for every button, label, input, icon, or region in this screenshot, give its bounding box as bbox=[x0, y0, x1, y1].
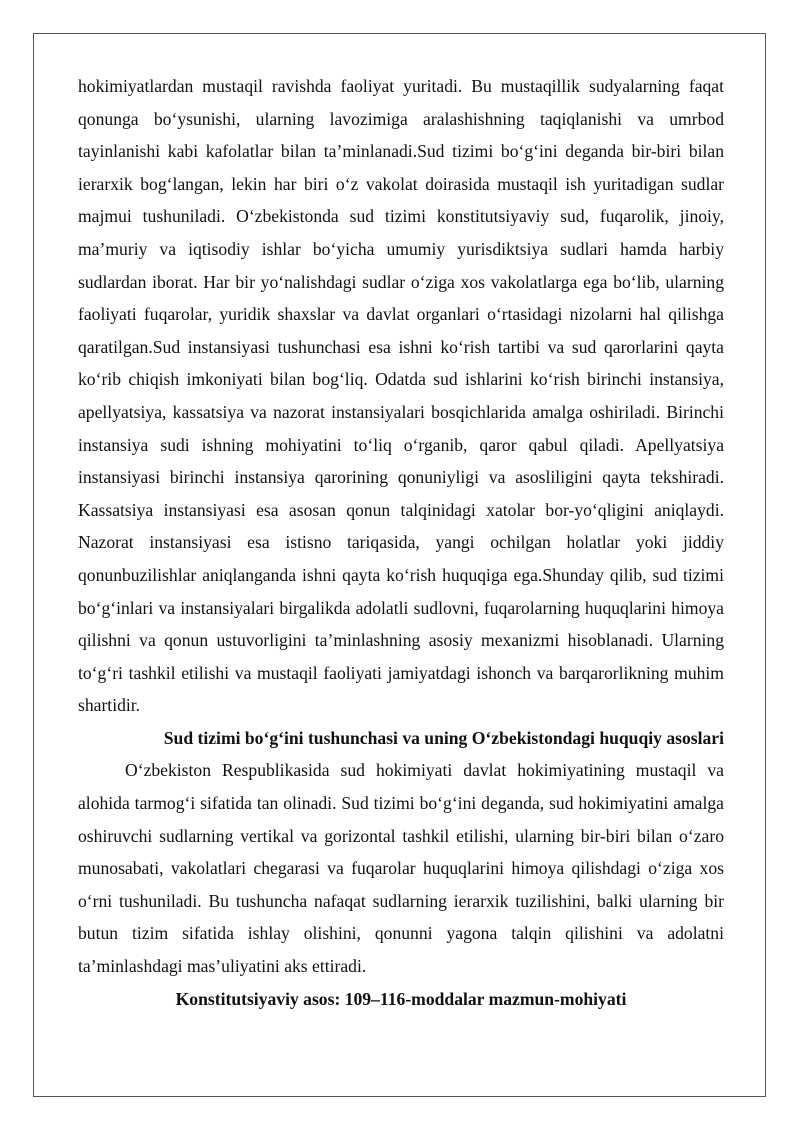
section-heading: Sud tizimi bo‘g‘ini tushunchasi va uning O‘zbekistondagi huquqiy asoslari bbox=[163, 727, 724, 748]
document-body bbox=[78, 70, 724, 1015]
section-heading: Konstitutsiyaviy asos: 109–116-moddalar mazmun-mohiyati bbox=[175, 988, 627, 1009]
body-paragraph: hokimiyatlardan mustaqil ravishda faoliyat yuritadi. Bu mustaqillik sudyalarning faqat qonunga bo‘ysunishi, ularning lavozimiga aralashishning taqiqlanishi va umrbod tayinlanishi kabi kafolatlar bilan ta’minlanadi.Sud tizimi bo‘g‘ini deganda bir-biri bilan ierarxik bog‘langan, lekin har biri o‘z vakolat doirasida mustaqil ish yuritadigan sudlar majmui tushuniladi. O‘zbekistonda sud tizimi konstitutsiyaviy sud, fuqarolik, jinoiy, ma’muriy va iqtisodiy ishlar bo‘yicha umumiy yurisdiktsiya sudlari hamda harbiy sudlardan iborat. Har bir yo‘nalishdagi sudlar o‘ziga xos vakolatlarga ega bo‘lib, ularning faoliyati fuqarolar, yuridik shaxslar va davlat organlari o‘rtasidagi nizolarni hal qilishga qaratilgan.Sud instansiyasi tushunchasi esa ishni ko‘rish tartibi va sud qarorlarini qayta ko‘rib chiqish imkoniyati bilan bog‘liq. Odatda sud ishlarini ko‘rish birinchi instansiya, apellyatsiya, kassatsiya va nazorat instansiyalari bosqichlarida amalga oshiriladi. Birinchi instansiya sudi ishning mohiyatini to‘liq o‘rganib, qaror qabul qiladi. Apellyatsiya instansiyasi birinchi instansiya qarorining qonuniyligi va asosliligini qayta tekshiradi. Kassatsiya instansiyasi esa asosan qonun talqinidagi xatolar bor-yo‘qligini aniqlaydi. Nazorat instansiyasi esa istisno tariqasida, yangi ochilgan holatlar yoki jiddiy qonunbuzilishlar aniqlanganda ishni qayta ko‘rish huquqiga ega.Shunday qilib, sud tizimi bo‘g‘inlari va instansiyalari birgalikda adolatli sudlovni, fuqarolarning huquqlarini himoya qilishni va qonun ustuvorligini ta’minlashning asosiy mexanizmi hisoblanadi. Ularning to‘g‘ri tashkil etilishi va mustaqil faoliyati jamiyatdagi ishonch va barqarorlikning muhim shartidir. bbox=[78, 76, 724, 716]
body-paragraph: O‘zbekiston Respublikasida sud hokimiyati davlat hokimiyatining mustaqil va alohida tarmog‘i sifatida tan olinadi. Sud tizimi bo‘g‘ini deganda, sud hokimiyatini amalga oshiruvchi sudlarning vertikal va gorizontal tashkil etilishi, ularning bir-biri bilan o‘zaro munosabati, vakolatlari chegarasi va fuqarolar huquqlarini himoya qilishdagi o‘ziga xos o‘rni tushuniladi. Bu tushuncha nafaqat sudlarning ierarxik tuzilishini, balki ularning bir butun tizim sifatida ishlay olishini, qonunni yagona talqin qilishini va adolatni ta’minlashdagi mas’uliyatini aks ettiradi. bbox=[78, 760, 724, 977]
